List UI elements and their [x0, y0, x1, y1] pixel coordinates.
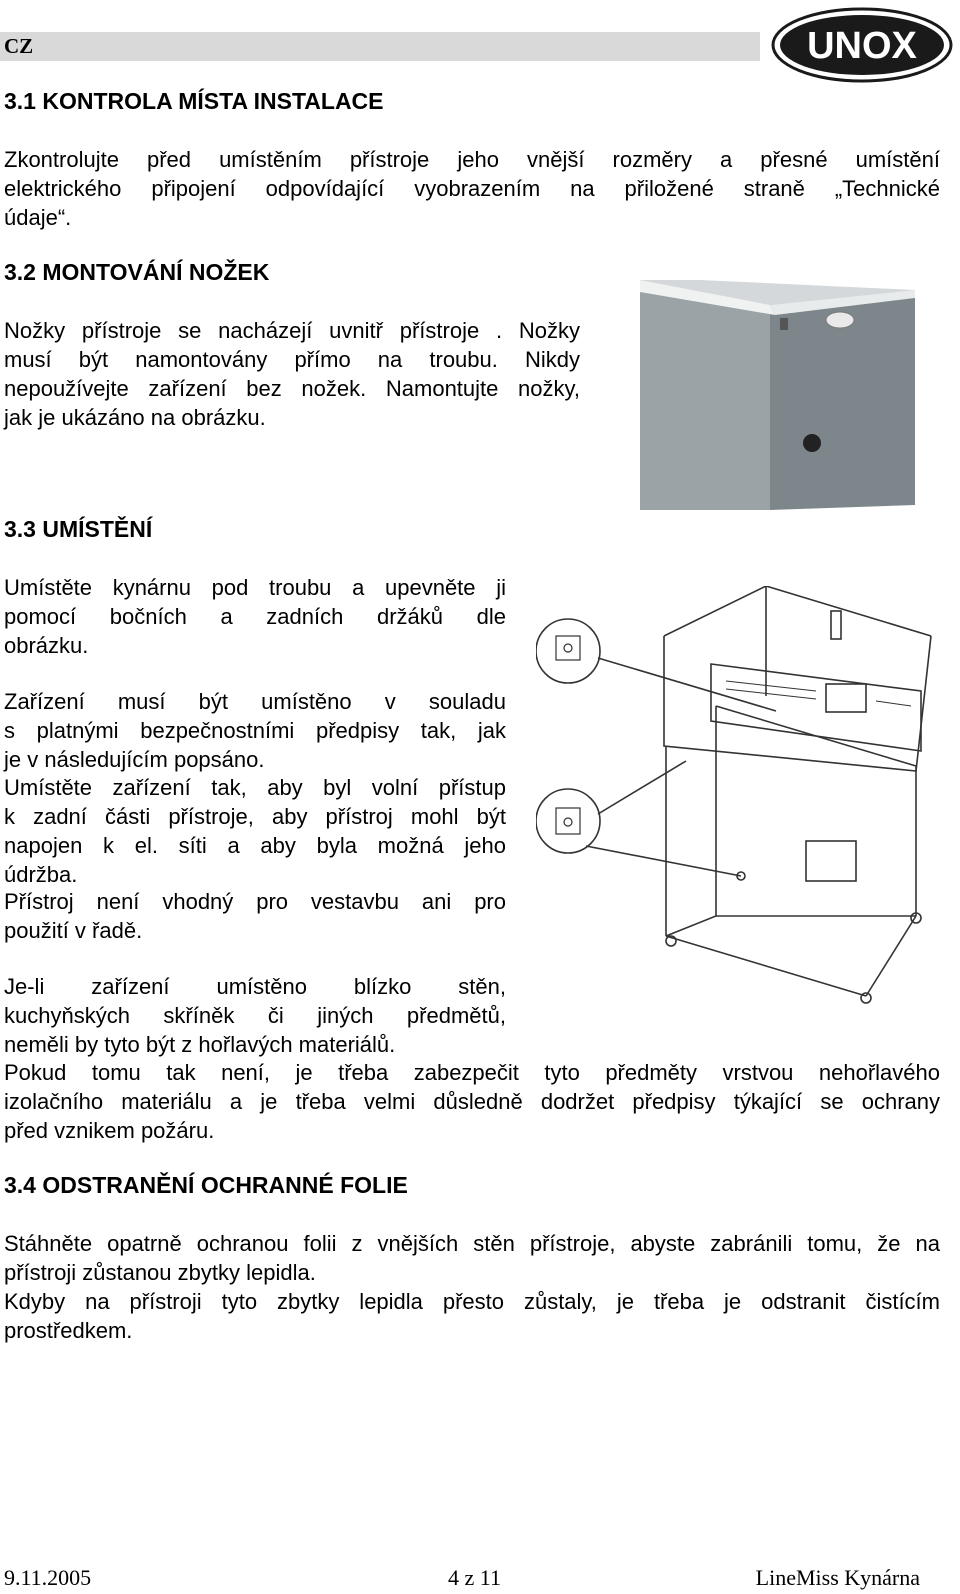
- section-3-3-para-4: Přístroj není vhodný pro vestavbu ani pro použití v řadě.: [4, 889, 506, 943]
- section-3-2-text: Nožky přístroje se nacházejí uvnitř přístroje . Nožky musí být namontovány přímo na troubu. Nikdy nepoužívejte zařízení bez nožek. Namontujte nožky, jak je ukázáno na obrázku.: [4, 318, 580, 430]
- section-3-3-title: 3.3 UMÍSTĚNÍ: [4, 516, 153, 542]
- unox-logo: [770, 6, 954, 84]
- header-bar: [0, 32, 760, 61]
- proofer-installation-drawing: [536, 586, 956, 1016]
- section-3-3-para-6: Pokud tomu tak není, je třeba zabezpečit tyto předměty vrstvou nehořlavého izolačního materiálu a je třeba velmi důsledně dodržet předpisy týkající se ochrany před vznikem požáru.: [4, 1060, 940, 1143]
- section-3-3-para-2: Zařízení musí být umístěno v souladu s platnými bezpečnostními předpisy tak, jak je v následujícím popsáno.: [4, 689, 506, 772]
- section-3-1-title: 3.1 KONTROLA MÍSTA INSTALACE: [4, 88, 384, 114]
- language-code: CZ: [4, 34, 34, 58]
- section-3-3-para-5: Je-li zařízení umístěno blízko stěn, kuchyňských skříněk či jiných předmětů, neměli by tyto být z hořlavých materiálů.: [4, 974, 506, 1057]
- footer-product: LineMiss Kynárna: [755, 1565, 920, 1590]
- section-3-3-para-1: Umístěte kynárnu pod troubu a upevněte ji pomocí bočních a zadních držáků dle obrázku.: [4, 575, 506, 658]
- section-3-1-text: Zkontrolujte před umístěním přístroje jeho vnější rozměry a přesné umístění elektrického připojení odpovídající vyobrazením na přiložené straně „Technické údaje“.: [4, 147, 940, 230]
- section-3-2-title: 3.2 MONTOVÁNÍ NOŽEK: [4, 259, 270, 285]
- oven-feet-image: [640, 280, 922, 510]
- section-3-3-para-3: Umístěte zařízení tak, aby byl volní přístup k zadní části přístroje, aby přístroj mohl být napojen k el. síti a aby byla možná jeho údržba.: [4, 775, 506, 887]
- footer-page-number: 4 z 11: [448, 1565, 501, 1590]
- section-3-4-para-1: Stáhněte opatrně ochranou folii z vnějších stěn přístroje, abyste zabránili tomu, že na přístroji zůstanou zbytky lepidla.: [4, 1231, 940, 1285]
- section-3-4-para-2: Kdyby na přístroji tyto zbytky lepidla přesto zůstaly, je třeba je odstranit čistícím prostředkem.: [4, 1289, 940, 1343]
- footer-date: 9.11.2005: [4, 1565, 92, 1590]
- logo-text: UNOX: [807, 25, 917, 67]
- section-3-4-title: 3.4 ODSTRANĚNÍ OCHRANNÉ FOLIE: [4, 1172, 408, 1198]
